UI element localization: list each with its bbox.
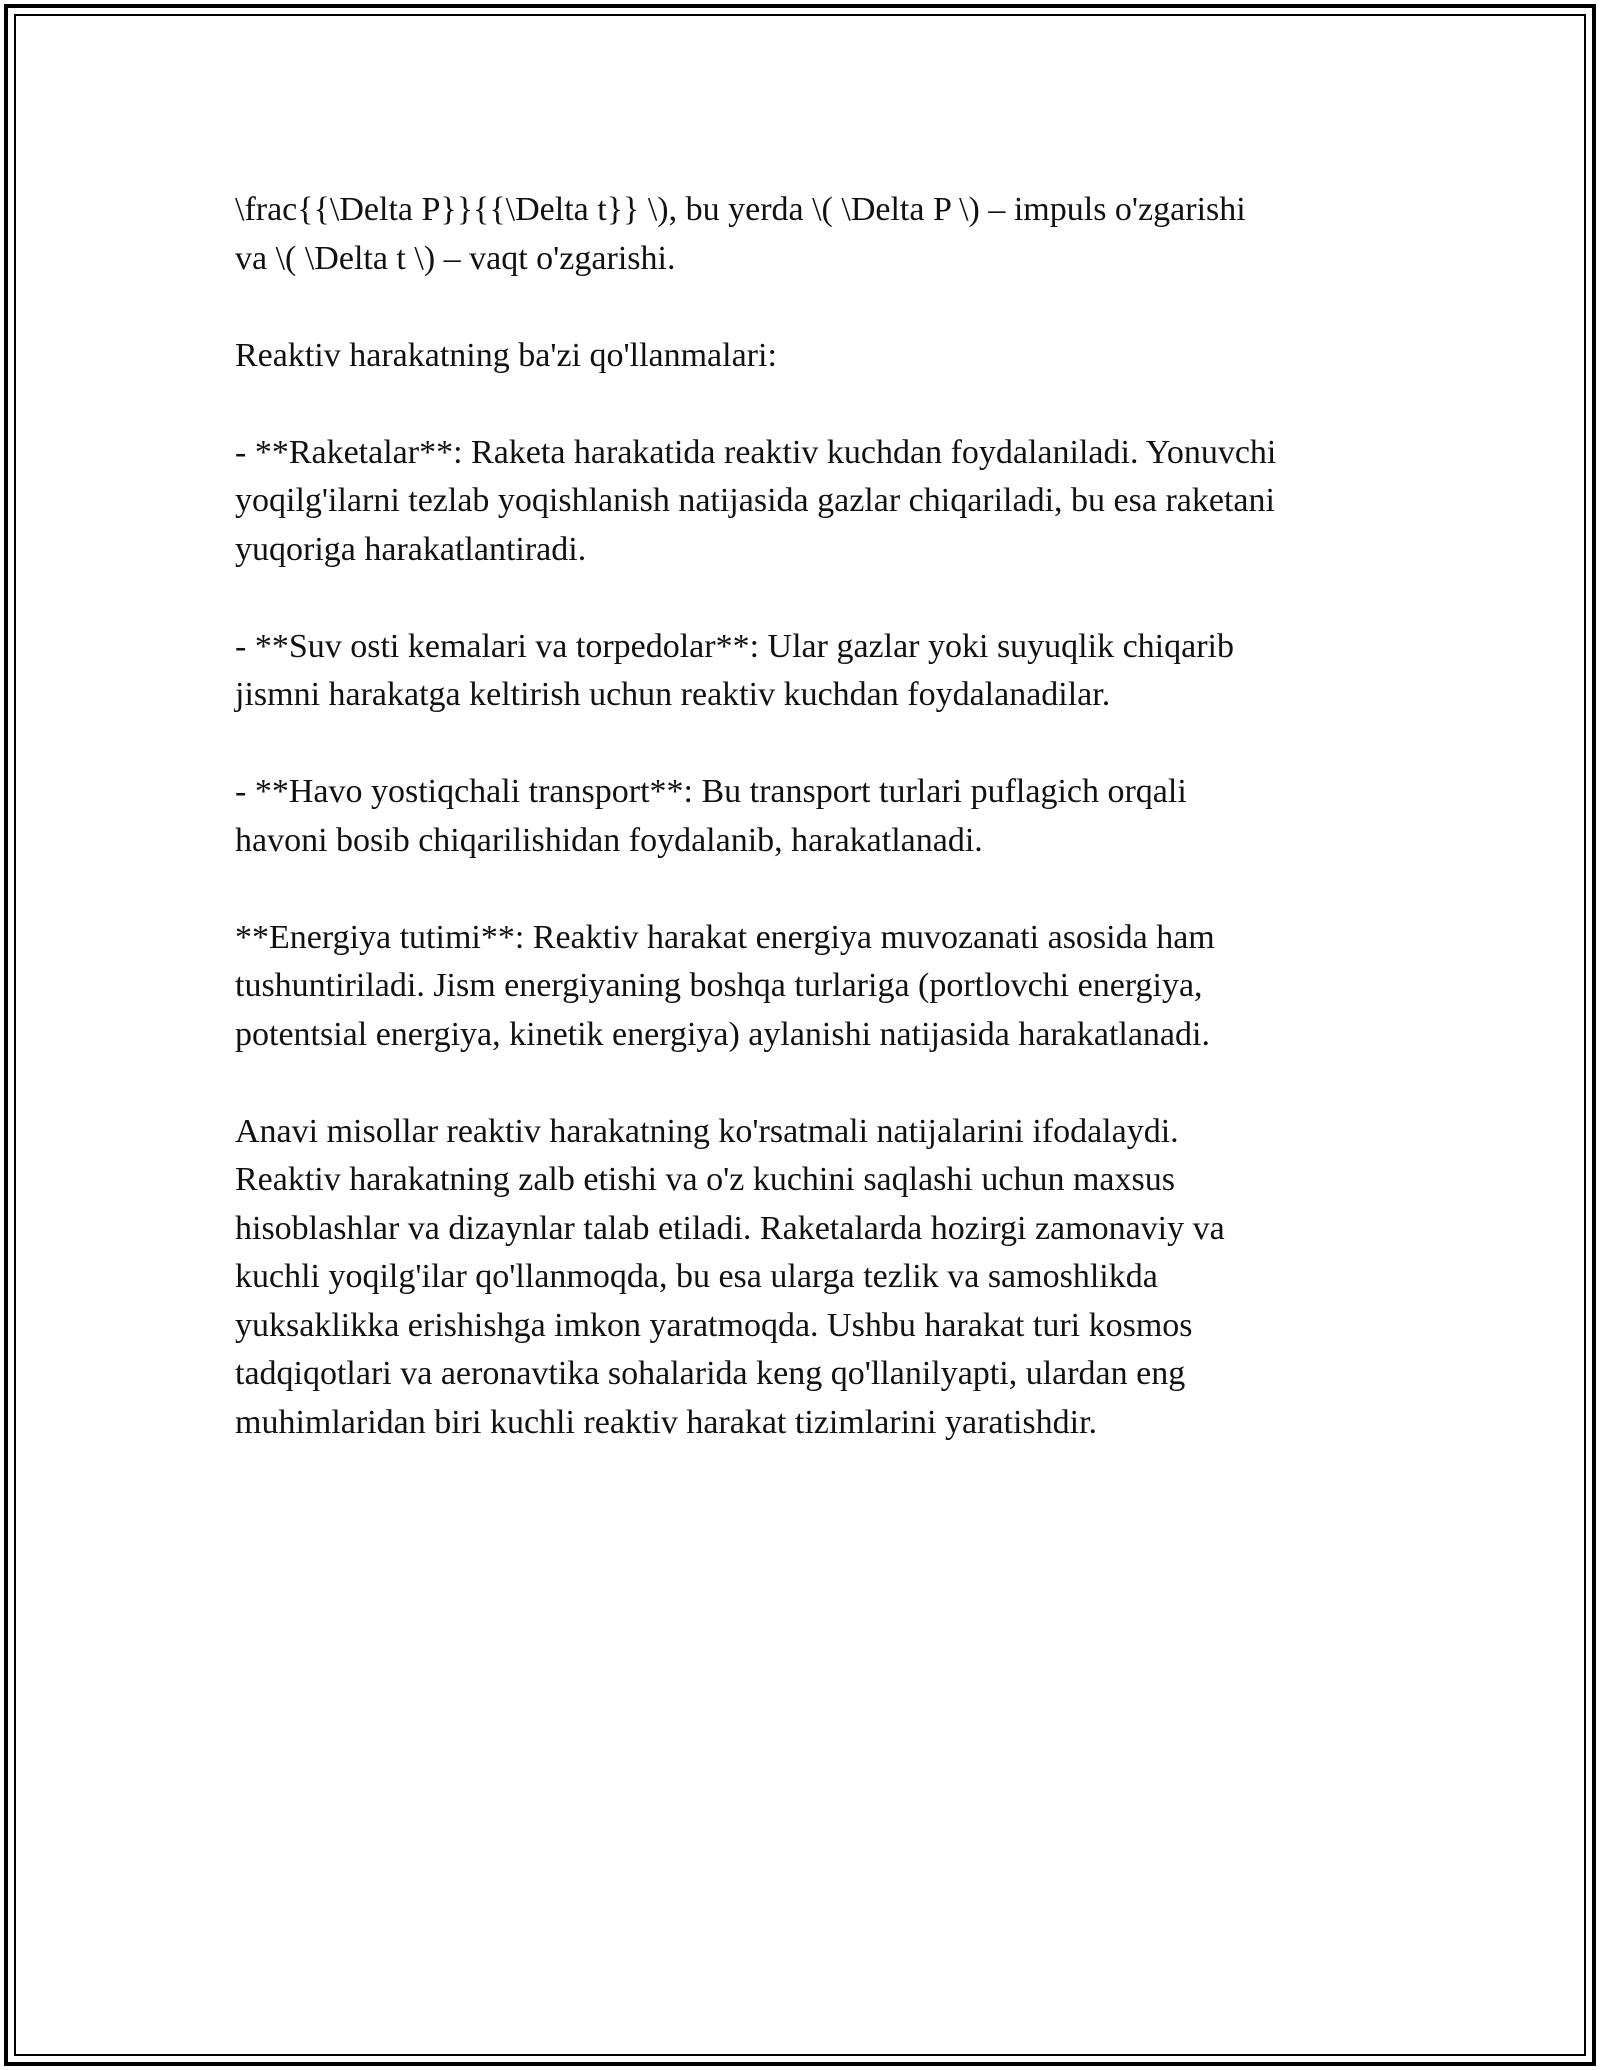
paragraph-formula-continuation: \frac{{\Delta P}}{{\Delta t}} \), bu yerda \( \Delta P \) – impuls o'zgarishi va \( \Delta t \) – vaqt o'zgarishi. xyxy=(235,191,1246,277)
paragraph-submarines-torpedoes: - **Suv osti kemalari va torpedolar**: Ular gazlar yoki suyuqlik chiqarib jismni harakatga keltirish uchun reaktiv kuchdan foydalanadilar. xyxy=(235,627,1234,713)
paragraph-rockets: - **Raketalar**: Raketa harakatida reaktiv kuchdan foydalaniladi. Yonuvchi yoqilg'ilarni tezlab yoqishlanish natijasida gazlar chiqariladi, bu esa raketani yuqoriga harakatlantiradi. xyxy=(235,433,1277,568)
paragraph-conclusion: Anavi misollar reaktiv harakatning ko'rsatmali natijalarini ifodalaydi. Reaktiv harakatning zalb etishi va o'z kuchini saqlashi uchun maxsus hisoblashlar va dizaynlar talab etiladi. Raketalarda hozirgi zamonaviy va kuchli yoqilg'ilar qo'llanmoqda, bu esa ularga tezlik va samoshlikda yuksaklikka erishishga imkon yaratmoqda. Ushbu harakat turi kosmos tadqiqotlari va aeronavtika sohalarida keng qo'llanilyapti, ulardan eng muhimlaridan biri kuchli reaktiv harakat tizimlarini yaratishdir. xyxy=(235,1112,1225,1441)
paragraph-applications-heading: Reaktiv harakatning ba'zi qo'llanmalari: xyxy=(235,336,777,374)
paragraph-energy-conservation: **Energiya tutimi**: Reaktiv harakat energiya muvozanati asosida ham tushuntiriladi. Jism energiyaning boshqa turlariga (portlovchi energiya, potentsial energiya, kinetik energiya) aylanishi natijasida harakatlanadi. xyxy=(235,918,1215,1053)
paragraph-hovercraft: - **Havo yostiqchali transport**: Bu transport turlari puflagich orqali havoni bosib chiqarilishidan foydalanib, harakatlanadi. xyxy=(235,773,1187,859)
document-body xyxy=(235,186,1385,1496)
